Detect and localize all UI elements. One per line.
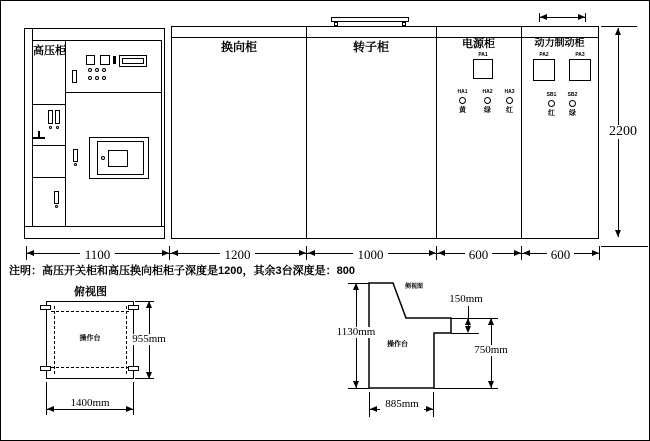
- power-lamp1: [459, 97, 466, 104]
- top-view-title: 俯视图: [74, 286, 107, 298]
- sv-depth-arrow-left: [370, 406, 377, 412]
- hv-display-inner: [122, 58, 144, 64]
- hv-col-divider3: [32, 177, 65, 178]
- hv-button-3: [102, 76, 106, 80]
- top-view-lug-tr: [128, 305, 139, 310]
- top-view-console-label: 操作台: [79, 335, 101, 342]
- lifting-beam-foot-right: [402, 22, 406, 26]
- sv-height-ext-bottom: [348, 388, 369, 389]
- sv-desk-arrow-bottom: [488, 381, 494, 388]
- sv-depth-arrow-right: [426, 406, 433, 412]
- hv-lower-handle-dot: [55, 205, 58, 208]
- hv-right-wall-line: [161, 40, 162, 226]
- hv-meter-2: [100, 55, 110, 65]
- width-arrow: [27, 250, 34, 256]
- hv-column-line: [65, 40, 66, 226]
- width-arrow: [514, 250, 521, 256]
- top-view-lug-tl: [40, 305, 51, 310]
- hv-plinth-line: [25, 226, 164, 227]
- hv-left-wall-line: [32, 29, 33, 226]
- power-lamp3-char: 红: [506, 107, 513, 114]
- brake-lamp1-char: 红: [548, 110, 555, 117]
- hv-display-outer: [119, 55, 147, 67]
- brake-cabinet-label: 动力制动柜: [534, 38, 585, 49]
- tv-width-arrow-right: [126, 406, 133, 412]
- cabinet-row: [171, 26, 599, 239]
- hook-span-arrow-left: [540, 14, 547, 20]
- width-dim-600b: 600: [547, 248, 574, 261]
- hv-cabinet: [24, 28, 165, 239]
- sv-desk-arrow-top: [488, 318, 494, 325]
- depth-dim-arrow-top: [146, 301, 152, 308]
- divider-dianyuan-dongli: [521, 27, 522, 238]
- brake-lamp1: [548, 100, 555, 107]
- hv-door-handle: [73, 149, 78, 162]
- brake-lamp2-char: 绿: [569, 110, 576, 117]
- brake-meter1: [533, 59, 555, 81]
- hv-fuse-handle-1: [48, 110, 53, 124]
- power-lamp2: [484, 97, 491, 104]
- hv-window-lock: [101, 156, 105, 160]
- side-view-title: 侧视图: [405, 284, 424, 290]
- depth-note: 注明：高压开关柜和高压换向柜柜子深度是1200，其余3台深度是：800: [9, 265, 355, 277]
- power-lamp2-tag: HA2: [482, 89, 493, 95]
- hv-col-divider2: [32, 145, 65, 146]
- hv-switch-bar: [113, 56, 116, 64]
- hook-span-arrow-right: [578, 14, 585, 20]
- width-tick-3: [436, 246, 437, 260]
- divider-huanxiang-zhuanzi: [306, 27, 307, 238]
- brake-lamp1-tag: SB1: [546, 92, 557, 98]
- lifting-beam-foot-left: [334, 22, 338, 26]
- rotor-cabinet-label: 转子柜: [352, 40, 389, 54]
- hv-lamp-3: [102, 68, 106, 72]
- power-meter-tag: PA1: [478, 52, 488, 58]
- sv-desk-dim-label: 750mm: [468, 345, 514, 356]
- side-view-console-label: 操作台: [387, 341, 408, 348]
- sv-height-dim-label: 1130mm: [333, 327, 379, 338]
- top-view-centerline-top: [51, 311, 129, 312]
- top-view-lug-bl: [40, 366, 51, 371]
- hv-top-rail-line: [32, 40, 161, 41]
- brake-lamp2: [569, 100, 576, 107]
- sv-step-dim-label: 150mm: [444, 294, 488, 305]
- sv-depth-ext-right: [433, 392, 434, 417]
- width-arrow: [308, 250, 315, 256]
- hv-fuse-dot-1: [49, 126, 52, 129]
- power-cabinet-label: 电源柜: [462, 38, 495, 50]
- width-tick-1: [169, 246, 170, 260]
- width-tick-4: [521, 246, 522, 260]
- hv-button-2: [95, 76, 99, 80]
- height-dim-arrow-bottom: [615, 230, 621, 237]
- hv-lamp-1: [88, 68, 92, 72]
- brake-meter2: [569, 59, 591, 81]
- power-lamp3-tag: HA3: [504, 89, 515, 95]
- depth-dim-arrow-bottom: [146, 372, 152, 379]
- brake-lamp2-tag: SB2: [567, 92, 578, 98]
- width-dim-1200: 1200: [220, 248, 255, 261]
- width-arrow: [429, 250, 436, 256]
- sv-height-arrow-bottom: [353, 381, 359, 388]
- sv-ground-line: [434, 388, 498, 389]
- tv-width-dim-line: [46, 409, 134, 410]
- commutation-cabinet-label: 换向柜: [220, 40, 257, 54]
- brake-meter1-tag: PA2: [539, 52, 549, 58]
- hv-fuse-handle-2: [55, 110, 60, 124]
- height-dim-arrow-top: [615, 28, 621, 35]
- hv-panel-handle: [72, 70, 77, 83]
- hv-switch-symbol-bar: [33, 137, 45, 139]
- width-arrow: [299, 250, 306, 256]
- width-arrow: [592, 250, 599, 256]
- sv-step-ref-bottom: [451, 333, 479, 334]
- hv-lamp-2: [95, 68, 99, 72]
- power-lamp2-char: 绿: [484, 107, 491, 114]
- width-arrow: [523, 250, 530, 256]
- tv-width-ext-right: [133, 382, 134, 415]
- hv-button-1: [88, 76, 92, 80]
- power-lamp3: [506, 97, 513, 104]
- lifting-beam: [331, 17, 409, 22]
- power-meter: [473, 59, 493, 79]
- hv-cabinet-label: 高压柜: [33, 45, 66, 57]
- power-lamp1-char: 黄: [459, 107, 466, 114]
- hv-lower-handle: [54, 191, 59, 204]
- brake-meter2-tag: PA3: [575, 52, 585, 58]
- sv-depth-dim-label: 885mm: [380, 399, 424, 410]
- width-dim-1000: 1000: [353, 248, 388, 261]
- hv-door-divider: [65, 92, 161, 93]
- width-tick-5: [599, 246, 600, 260]
- width-tick-2: [306, 246, 307, 260]
- width-arrow: [162, 250, 169, 256]
- sv-height-arrow-top: [353, 283, 359, 290]
- width-dim-600a: 600: [465, 248, 492, 261]
- depth-dim-label: 955mm: [128, 334, 170, 345]
- width-arrow: [438, 250, 445, 256]
- top-view-lug-br: [128, 366, 139, 371]
- top-view-centerline-bottom: [51, 367, 129, 368]
- hv-col-divider1: [32, 104, 65, 105]
- hv-meter-1: [86, 55, 95, 65]
- sv-step-arrow-top: [465, 318, 471, 325]
- sv-depth-ext-left: [369, 392, 370, 417]
- height-dim-bottom-ref: [601, 246, 648, 247]
- tv-width-dim-label: 1400mm: [63, 398, 117, 409]
- hv-door-handle-dot: [74, 163, 77, 166]
- width-dim-1100: 1100: [80, 248, 115, 261]
- power-lamp1-tag: HA1: [457, 89, 468, 95]
- width-arrow: [171, 250, 178, 256]
- divider-zhuanzi-dianyuan: [436, 27, 437, 238]
- hv-fuse-dot-2: [56, 126, 59, 129]
- height-dim-top-ref: [601, 26, 637, 27]
- sv-step-arrow-bottom: [465, 326, 471, 333]
- hook-span-tick-right: [585, 13, 586, 22]
- height-dim-label: 2200: [600, 125, 646, 139]
- hv-window-glass: [108, 150, 128, 167]
- tv-width-arrow-left: [47, 406, 54, 412]
